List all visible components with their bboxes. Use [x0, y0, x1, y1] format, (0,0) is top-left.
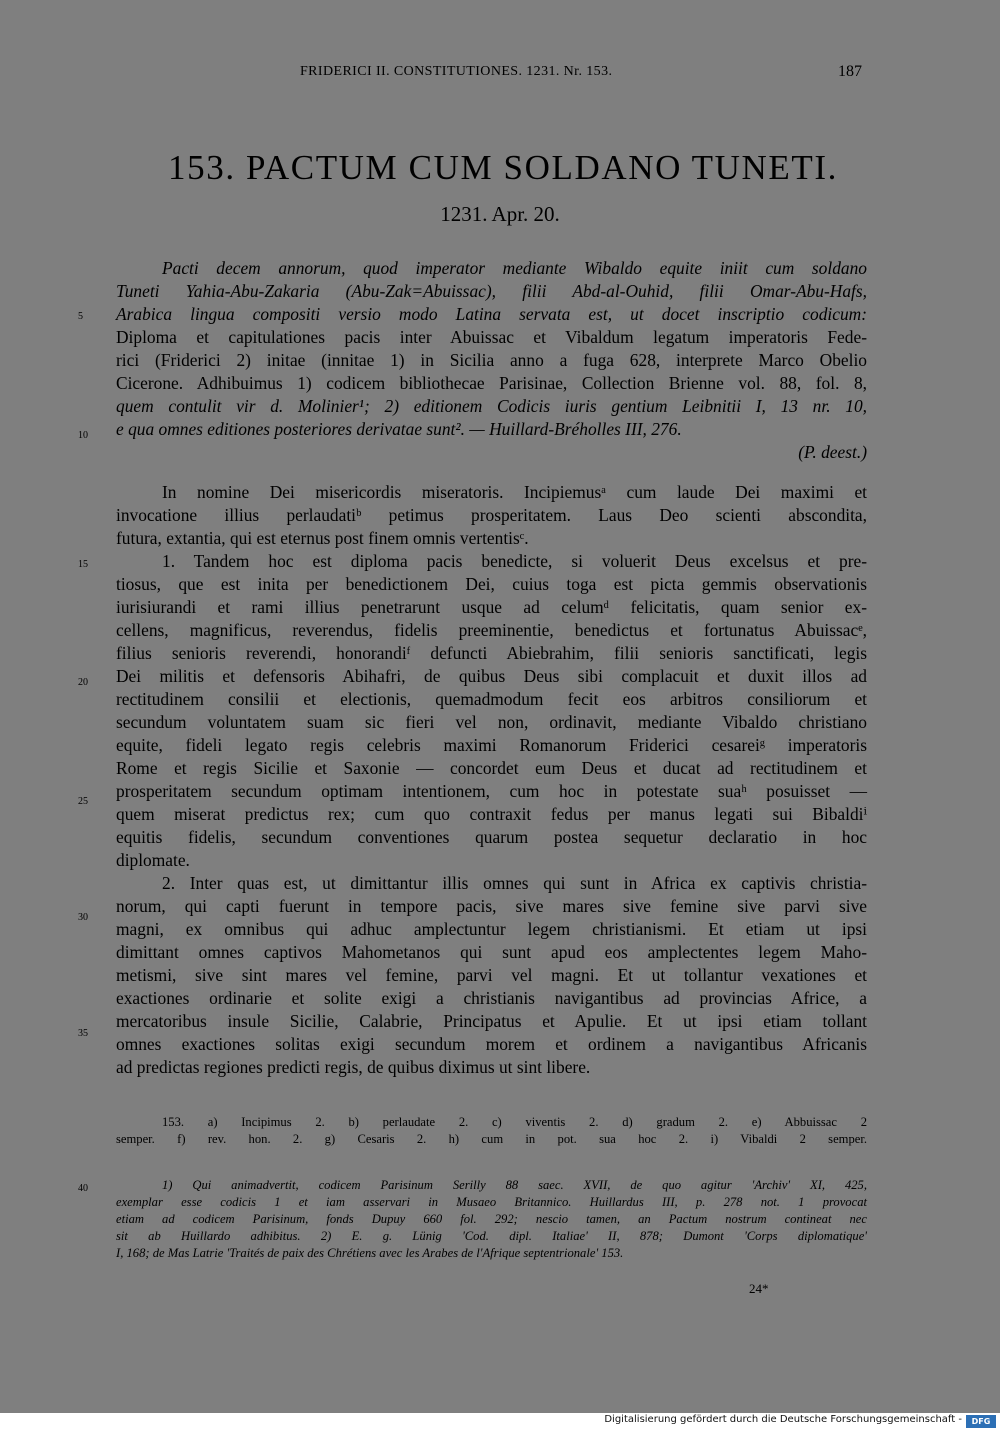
text-line: magni, ex omnibus qui adhuc amplectuntur legem christianismi. Et etiam ut ipsi [116, 919, 867, 939]
text-line: Rome et regis Sicilie et Saxonie — concordet eum Deus et ducat ad rectitudinem et [116, 758, 867, 778]
footnotes [116, 1177, 867, 1262]
running-head: FRIDERICI II. CONSTITUTIONES. 1231. Nr. 153. [300, 64, 613, 79]
page-number: 187 [838, 63, 862, 80]
text-line: cellens, magnificus, reverendus, fidelis preeminentie, benedictus et fortunatus Abuissacᵉ, [116, 620, 867, 640]
text-line: invocatione illius perlaudatiᵇ petimus prosperitatem. Laus Deo scienti abscondita, [116, 505, 867, 525]
text-line: metismi, sive sint mares vel femine, parvi vel magni. Et ut tollantur vexationes et [116, 965, 867, 985]
variant-line: semper. f) rev. hon. 2. g) Cesaris 2. h) cum in pot. sua hoc 2. i) Vibaldi 2 semper. [116, 1132, 867, 1146]
line-number: 40 [78, 1183, 88, 1194]
text-line: prosperitatem secundum optimam intentionem, cum hoc in potestate suaʰ posuisset — [116, 781, 867, 801]
text-line: equite, fideli legato regis celebris maximi Romanorum Friderici cesareiᵍ imperatoris [116, 735, 867, 755]
dfg-logo[interactable]: DFG [966, 1415, 996, 1428]
footnote-line: exemplar esse codicis 1 et iam asservari in Musaeo Britannico. Huillardus III, p. 278 not. 1 provocat [116, 1195, 867, 1209]
text-line: equitis fidelis, secundum conventiones quarum postea sequetur declaratio in hoc [116, 827, 867, 847]
line-number: 20 [78, 677, 88, 688]
footnote-line: I, 168; de Mas Latrie 'Traités de paix des Chrétiens avec les Arabes de l'Afrique septentrionale' 153. [116, 1246, 624, 1260]
text-line: In nomine Dei misericordis miseratoris. Incipiemusᵃ cum laude Dei maximi et [162, 482, 867, 502]
text-line: omnes exactiones solitas exigi secundum morem et ordinem a navigantibus Africanis [116, 1034, 867, 1054]
document-title: 153. PACTUM CUM SOLDANO TUNETI. [168, 148, 838, 187]
line-number: 15 [78, 559, 88, 570]
footnote-line: 1) Qui animadvertit, codicem Parisinum Serilly 88 saec. XVII, de quo agitur 'Archiv' XI, 425, [162, 1178, 867, 1192]
line-number: 30 [78, 912, 88, 923]
funding-credit: Digitalisierung gefördert durch die Deutsche Forschungsgemeinschaft - [604, 1414, 962, 1425]
intro-line: Arabica lingua compositi versio modo Latina servata est, ut docet inscriptio codicum: [116, 304, 867, 324]
text-line: Dei militis et defensoris Abihafri, de quibus Deus sibi complacuit et duxit illos ad [116, 666, 867, 686]
intro-line: Tuneti Yahia-Abu-Zakaria (Abu-Zak=Abuissac), filii Abd-al-Ouhid, filii Omar-Abu-Hafs, [116, 281, 867, 301]
intro-line: Cicerone. Adhibuimus 1) codicem bibliothecae Parisinae, Collection Brienne vol. 88, fol. 8, [116, 373, 867, 393]
text-line: dimittant omnes captivos Mahometanos qui sunt apud eos amplectentes legem Maho- [116, 942, 867, 962]
text-line: mercatoribus insule Sicilie, Calabrie, Principatus et Apulie. Et ut ipsi etiam tollant [116, 1011, 867, 1031]
text-line: quem miserat predictus rex; cum quo contraxit fedus per manus legati sui Bibaldiⁱ [116, 804, 867, 824]
variant-line: 153. a) Incipimus 2. b) perlaudate 2. c) viventis 2. d) gradum 2. e) Abbuissac 2 [162, 1115, 867, 1129]
credit-bar [0, 1413, 1000, 1431]
introduction [116, 257, 867, 464]
text-line: futura, extantia, qui est eternus post finem omnis vertentisᶜ. [116, 528, 529, 548]
variant-apparatus [116, 1114, 867, 1148]
line-number: 25 [78, 796, 88, 807]
line-number: 35 [78, 1028, 88, 1039]
intro-note: (P. deest.) [798, 442, 867, 462]
intro-line: Pacti decem annorum, quod imperator mediante Wibaldo equite iniit cum soldano [162, 258, 867, 278]
text-line: norum, qui capti fuerunt in tempore pacis, sive mares sive femine sive parvi sive [116, 896, 867, 916]
text-line: tiosus, que est inita per benedictionem Dei, cuius toga est picta gemmis observationis [116, 574, 867, 594]
footnote-line: sit ab Huillardo adhibitus. 2) E. g. Lünig 'Cod. dipl. Italiae' II, 878; Dumont 'Corps diplomatique' [116, 1229, 867, 1243]
intro-line: Diploma et capitulationes pacis inter Abuissac et Vibaldum legatum imperatoris Fede- [116, 327, 867, 347]
line-number: 10 [78, 430, 88, 441]
intro-line: quem contulit vir d. Molinier¹; 2) editionem Codicis iuris gentium Leibnitii I, 13 nr. 10, [116, 396, 867, 416]
intro-line: e qua omnes editiones posteriores derivatae sunt². — Huillard-Bréholles III, 276. [116, 419, 682, 439]
text-line: filius senioris reverendi, honorandiᶠ defuncti Abiebrahim, filii senioris sanctificati, legis [116, 643, 867, 663]
footnote-line: etiam ad codicem Parisinum, fonds Dupuy 660 fol. 292; nescio tamen, an Pactum nostrum contineat nec [116, 1212, 867, 1226]
text-line: exactiones ordinarie et solite exigi a christianis navigantibus ad provincias Africe, a [116, 988, 867, 1008]
intro-line: rici (Friderici 2) initae (innitae 1) in Sicilia anno a fuga 628, interprete Marco Obelio [116, 350, 867, 370]
text-line: diplomate. [116, 850, 190, 870]
text-line: ad predictas regiones predicti regis, de quibus diximus ut sint libere. [116, 1057, 591, 1077]
signature-mark: 24* [749, 1281, 769, 1296]
document-text [116, 481, 867, 1079]
text-line: 1. Tandem hoc est diploma pacis benedicte, si voluerit Deus excelsus et pre- [162, 551, 867, 571]
text-line: 2. Inter quas est, ut dimittantur illis omnes qui sunt in Africa ex captivis christia- [162, 873, 867, 893]
document-date: 1231. Apr. 20. [440, 202, 560, 226]
text-line: secundum voluntatem suam sic fieri vel non, ordinavit, mediante Vibaldo christiano [116, 712, 867, 732]
line-number: 5 [78, 311, 83, 322]
text-line: rectitudinem consilii et electionis, quemadmodum fecit eos arbitros consiliorum et [116, 689, 867, 709]
text-line: iurisiurandi et rami illius penetrarunt usque ad celumᵈ felicitatis, quam senior ex- [116, 597, 867, 617]
